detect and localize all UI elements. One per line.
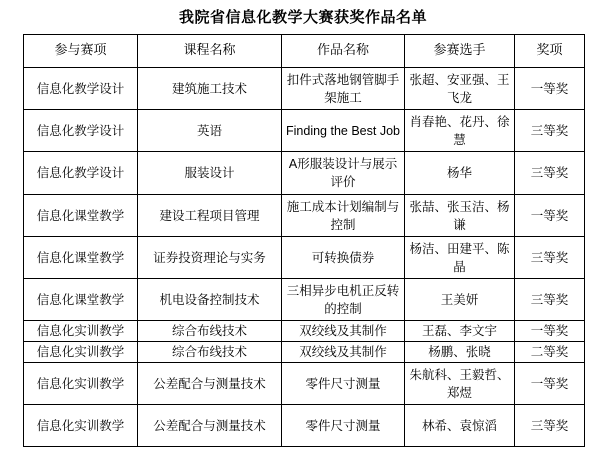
header-award: 奖项	[515, 35, 585, 68]
cell-award: 三等奖	[515, 110, 585, 152]
cell-work: 零件尺寸测量	[282, 363, 405, 405]
table-row	[24, 405, 585, 447]
header-course: 课程名称	[138, 35, 282, 68]
table-row	[24, 195, 585, 237]
cell-award: 三等奖	[515, 237, 585, 279]
table-row	[24, 237, 585, 279]
cell-course: 综合布线技术	[138, 342, 282, 363]
cell-award: 一等奖	[515, 363, 585, 405]
cell-players: 杨洁、田建平、陈晶	[405, 237, 515, 279]
cell-event: 信息化实训教学	[24, 321, 138, 342]
cell-award: 三等奖	[515, 279, 585, 321]
cell-course: 公差配合与测量技术	[138, 405, 282, 447]
cell-players: 张超、安亚强、王飞龙	[405, 68, 515, 110]
table-row	[24, 110, 585, 152]
cell-work: 可转换债券	[282, 237, 405, 279]
cell-players: 杨华	[405, 152, 515, 195]
cell-players: 王美妍	[405, 279, 515, 321]
cell-award: 三等奖	[515, 152, 585, 195]
cell-award: 三等奖	[515, 405, 585, 447]
cell-award: 一等奖	[515, 68, 585, 110]
cell-award: 二等奖	[515, 342, 585, 363]
cell-course: 服装设计	[138, 152, 282, 195]
table-row	[24, 342, 585, 363]
cell-work: 零件尺寸测量	[282, 405, 405, 447]
table-header-row	[24, 35, 585, 68]
cell-players: 王磊、李文宇	[405, 321, 515, 342]
cell-work: 双绞线及其制作	[282, 342, 405, 363]
cell-work: 施工成本计划编制与控制	[282, 195, 405, 237]
cell-players: 张喆、张玉洁、杨 谦	[405, 195, 515, 237]
cell-work: 三相异步电机正反转的控制	[282, 279, 405, 321]
cell-players: 肖春艳、花丹、徐慧	[405, 110, 515, 152]
awards-table	[23, 34, 585, 447]
cell-event: 信息化实训教学	[24, 363, 138, 405]
table-row	[24, 321, 585, 342]
cell-work: A形服装设计与展示评价	[282, 152, 405, 195]
header-event: 参与赛项	[24, 35, 138, 68]
table-row	[24, 152, 585, 195]
cell-award: 一等奖	[515, 321, 585, 342]
cell-event: 信息化教学设计	[24, 68, 138, 110]
table-row	[24, 363, 585, 405]
cell-course: 建设工程项目管理	[138, 195, 282, 237]
cell-course: 机电设备控制技术	[138, 279, 282, 321]
header-work: 作品名称	[282, 35, 405, 68]
cell-course: 综合布线技术	[138, 321, 282, 342]
page-title: 我院省信息化教学大赛获奖作品名单	[178, 8, 427, 26]
cell-event: 信息化教学设计	[24, 152, 138, 195]
header-players: 参赛选手	[405, 35, 515, 68]
cell-event: 信息化实训教学	[24, 405, 138, 447]
cell-event: 信息化实训教学	[24, 342, 138, 363]
cell-event: 信息化课堂教学	[24, 195, 138, 237]
cell-event: 信息化课堂教学	[24, 237, 138, 279]
cell-event: 信息化教学设计	[24, 110, 138, 152]
cell-course: 证券投资理论与实务	[138, 237, 282, 279]
cell-players: 杨鹏、张晓	[405, 342, 515, 363]
cell-work: 双绞线及其制作	[282, 321, 405, 342]
cell-course: 建筑施工技术	[138, 68, 282, 110]
cell-work: 扣件式落地钢管脚手架施工	[282, 68, 405, 110]
cell-course: 英语	[138, 110, 282, 152]
cell-work: Finding the Best Job	[282, 110, 405, 152]
cell-players: 林希、袁惊滔	[405, 405, 515, 447]
table-row	[24, 279, 585, 321]
cell-event: 信息化课堂教学	[24, 279, 138, 321]
table-row	[24, 68, 585, 110]
cell-players: 朱航科、王毅哲、郑煜	[405, 363, 515, 405]
cell-award: 一等奖	[515, 195, 585, 237]
cell-course: 公差配合与测量技术	[138, 363, 282, 405]
